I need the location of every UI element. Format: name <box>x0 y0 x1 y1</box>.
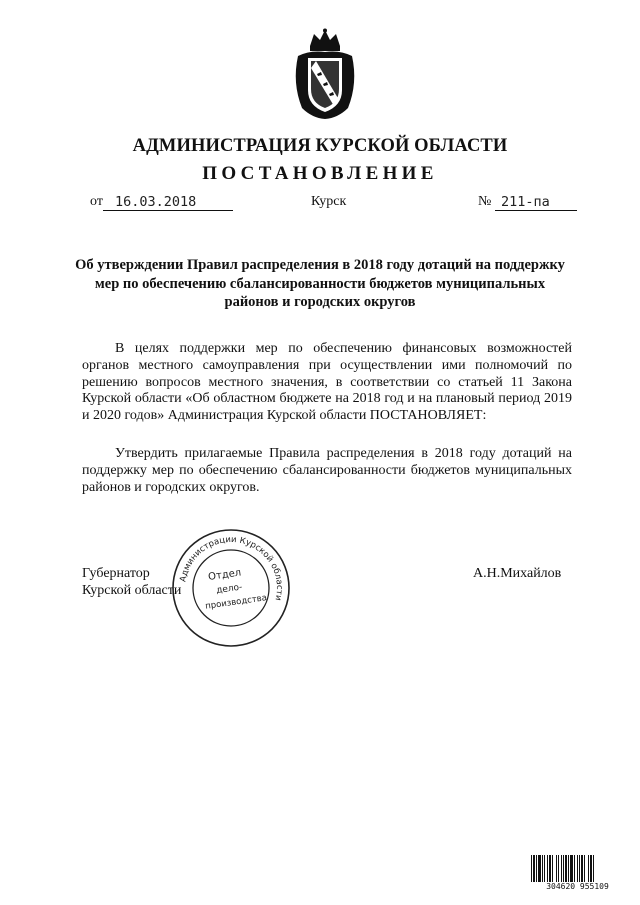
signatory-title-line1: Губернатор <box>82 566 150 581</box>
signatory-title-line2: Курской области <box>82 582 182 598</box>
document-title: Об утверждении Правил распределения в 2018 году дотаций на поддержку мер по обеспечению сбалансированности бюджетов муниципальных районов и городских округов <box>75 257 565 310</box>
office-stamp <box>170 527 292 649</box>
barcode-number: 304620 955109 <box>531 882 624 892</box>
signatory-name: А.Н.Михайлов <box>473 566 562 581</box>
stamp-line-3: производства <box>204 593 268 612</box>
document-city: Курск <box>311 194 347 209</box>
stamp-ring-text: Администрации Курской области <box>178 534 285 602</box>
number-prefix: № <box>478 194 492 209</box>
stamp-line-2: дело- <box>215 582 244 597</box>
signatory-title <box>82 566 181 599</box>
coat-of-arms-icon <box>290 28 360 120</box>
document-type: ПОСТАНОВЛЕНИЕ <box>202 163 438 184</box>
body-paragraph-2: Утвердить прилагаемые Правила распределения в 2018 году дотаций на поддержку мер по обеспечению сбалансированности бюджетов муниципальных районов и городских округов. <box>82 446 572 495</box>
document-number: 211-па <box>495 194 577 211</box>
date-prefix: от <box>90 194 103 209</box>
document-date: 16.03.2018 <box>103 194 233 211</box>
body-paragraph-1: В целях поддержки мер по обеспечению финансовых возможностей органов местного самоуправления при осуществлении ими полномочий по решению вопросов местного значения, в соответствии со статьей 11 Закона Курской области «Об областном бюджете на 2018 год и на плановый период 2019 и 2020 годов» Администрация Курской области ПОСТАНОВЛЯЕТ: <box>82 341 572 424</box>
stamp-line-1: Отдел <box>207 567 242 584</box>
organization-name: АДМИНИСТРАЦИЯ КУРСКОЙ ОБЛАСТИ <box>132 136 508 156</box>
